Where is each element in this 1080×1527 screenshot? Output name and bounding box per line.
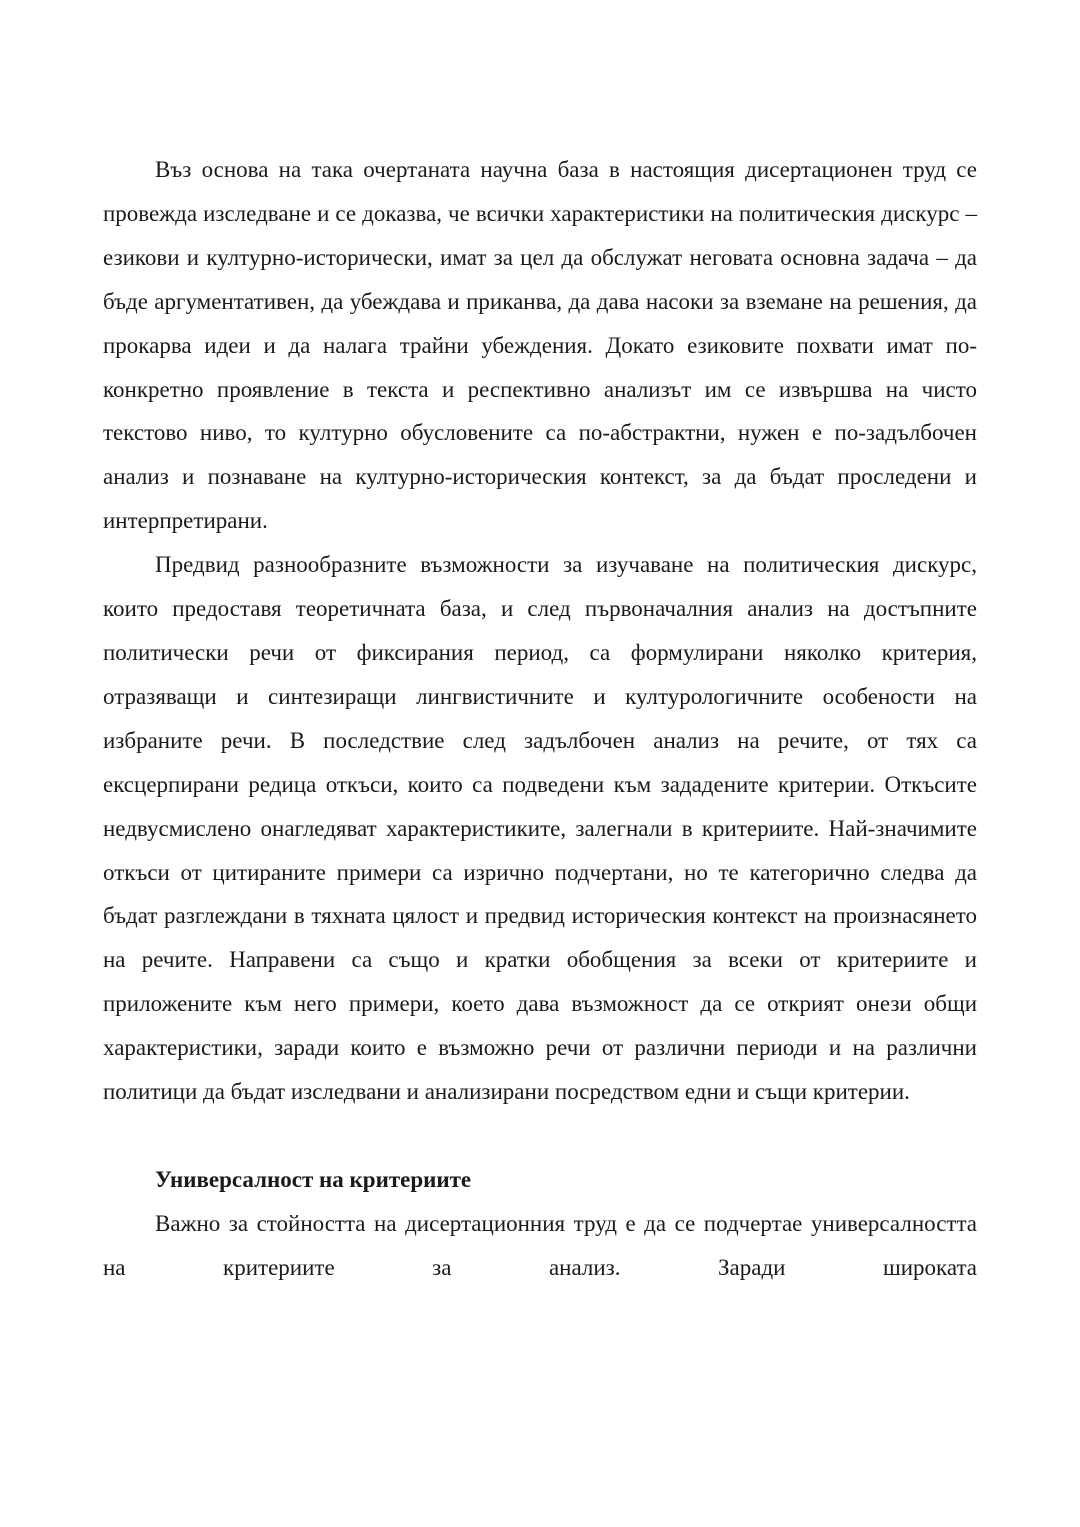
document-page: [103, 148, 977, 1290]
section-paragraph: Важно за стойността на дисертационния труд е да се подчертае универсалността на критериите за анализ. Заради широката: [103, 1210, 977, 1280]
body-paragraph-1: Въз основа на така очертаната научна база в настоящия дисертационен труд се провежда изследване и се доказва, че всички характеристики на политическия дискурс – езикови и културно-исторически, имат за цел да обслужат неговата основна задача – да бъде аргументативен, да убеждава и приканва, да дава насоки за вземане на решения, да прокарва идеи и да налага трайни убеждения. Докато езиковите похвати имат по-конкретно проявление в текста и респективно анализът им се извършва на чисто текстово ниво, то културно обусловените са по-абстрактни, нужен е по-задълбочен анализ и познаване на културно-историческия контекст, за да бъдат проследени и интерпретирани.: [103, 157, 977, 534]
section-heading: Универсалност на критериите: [155, 1166, 472, 1192]
body-paragraph-2: Предвид разнообразните възможности за изучаване на политическия дискурс, които предоставя теоретичната база, и след първоначалния анализ на достъпните политически речи от фиксирания период, са формулирани няколко критерия, отразяващи и синтезиращи лингвистичните и културологичните особености на избраните речи. В последствие след задълбочен анализ на речите, от тях са ексцерпирани редица откъси, които са подведени към зададените критерии. Откъсите недвусмислено онагледяват характеристиките, залегнали в критериите. Най-значимите откъси от цитираните примери са изрично подчертани, но те категорично следва да бъдат разглеждани в тяхната цялост и предвид историческия контекст на произнасянето на речите. Направени са също и кратки обобщения за всеки от критериите и приложените към него примери, което дава възможност да се открият онези общи характеристики, заради които е възможно речи от различни периоди и на различни политици да бъдат изследвани и анализирани посредством едни и същи критерии.: [103, 552, 977, 1105]
